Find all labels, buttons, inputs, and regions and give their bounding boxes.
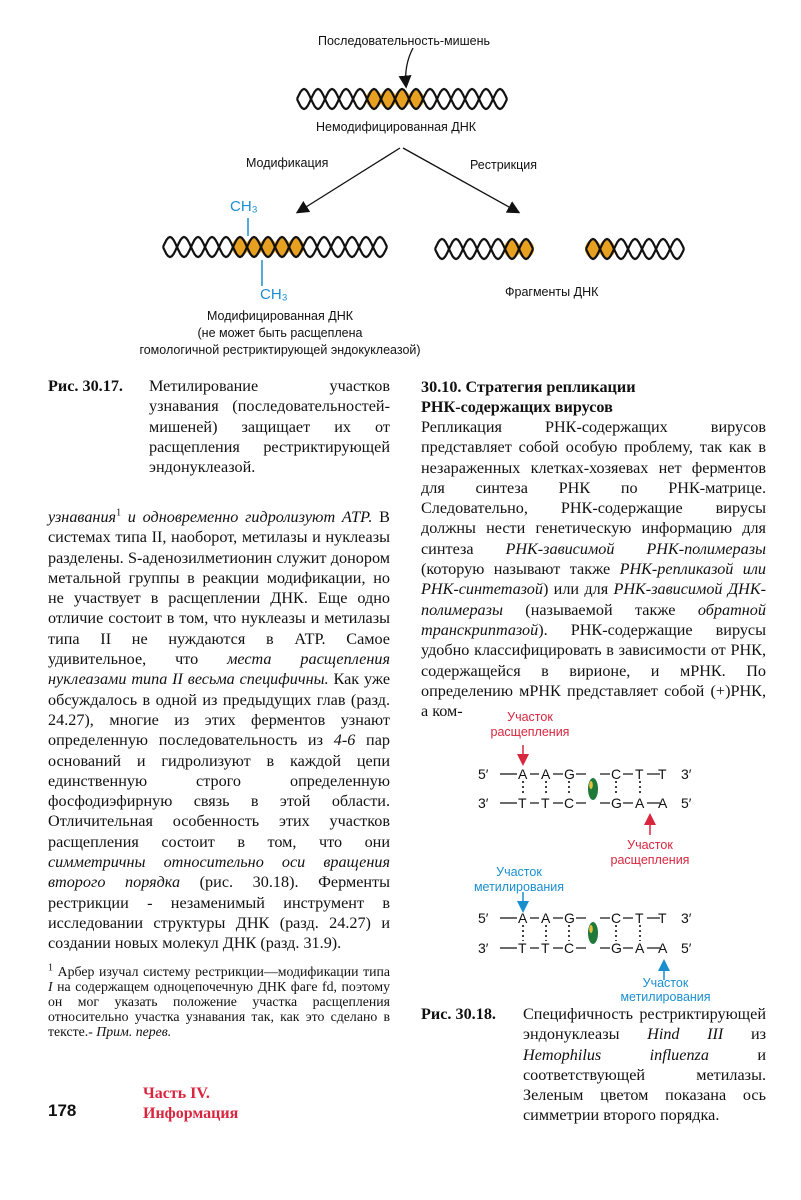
modified-line-2: (не может быть расщеплена [197,326,363,340]
target-site-fill [518,240,534,258]
target-site-fill [380,90,396,108]
target-site-fill [504,240,520,258]
figure-30-17 [0,0,801,365]
figure-30-18: Участок расщепления 5′ A A G C T T 3′ 3′ T T C G A A 5′ Участок расщепления Участок метилирования 5′ A A G C T T 3′ 3′ T T C G A A 5′ Участок метилирования [460,710,730,1000]
caption-30-17 [48,376,390,477]
methylation-label-bottom: Участок метилирования [620,976,711,1004]
caption-30-18 [421,1004,766,1126]
right-column-text [421,417,766,721]
target-site-fill [246,238,262,256]
target-site-fill [232,238,248,256]
caption-text: Метилирование участков узнавания (последовательностей-мишеней) защищает их от расщепления рестриктирующей эндонуклеазой. [149,377,390,477]
modified-dna-caption [120,308,440,359]
caption-label: Рис. 30.18. [421,1005,496,1023]
target-site-fill [260,238,276,256]
left-column-text [48,507,390,954]
caption-text: Специфичность рестриктирующей эндонуклеазы Hind III из Hemophilus influenza и соответствующей метилазы. Зеленым цветом показана ось симметрии второго порядка. [523,1005,767,1125]
heading-line-2: РНК-содержащих вирусов [421,398,613,416]
restriction-label: Рестрикция [470,158,538,172]
caption-label: Рис. 30.17. [48,377,123,395]
target-site-fill [408,90,424,108]
dna-fragment-right [583,236,687,262]
dna-strand [435,239,533,259]
modified-line-1: Модифицированная ДНК [206,309,354,323]
sequence-block-2 [500,892,664,980]
heading-line-1: 30.10. Стратегия репликации [421,378,636,396]
right-paragraph: Репликация РНК-содержащих вирусов представляет собой особую проблему, так как в незараженных клетках-хозяевах нет ферментов для синтеза РНК по РНК-матрице. Следовательно, РНК-содержащие вирусы должны нести генетическую информацию для синтеза РНК-зависимой РНК-полимеразы (которую называют также РНК-репликазой или РНК-синтетазой) или для РНК-зависимой ДНК-полимеразы (называемой также обратной транскриптазой). РНК-содержащие вирусы удобно классифицировать в зависимости от РНК, содержащейся в вирионе, и мРНК. По определению мРНК представляет собой (+)РНК, а ком- [421,418,767,721]
target-site-fill [585,240,601,258]
part-heading: Часть IV. Информация [143,1085,239,1122]
section-heading [421,377,766,417]
modification-label: Модификация [246,156,329,170]
target-sequence-label: Последовательность-мишень [318,34,490,48]
modified-line-3: гомологичной рестриктирующей эндокуклеазой) [139,343,421,357]
dna-strand [586,239,684,259]
cleavage-label-bottom: Участок расщепления [610,838,690,867]
footnote: $^1$ Арбер изучал систему рестрикции—модификации типа I на содержащем одноцепочечную ДНК фаге fd, поэтому он мог указать положение участка расщепления относительно участка узнавания так, как это сделано в тексте.- Прим. перев. [48,962,390,1039]
target-site-fill [366,90,382,108]
dna-strand [163,237,387,257]
unmodified-dna-label: Немодифицированная ДНК [316,120,477,134]
fragments-label: Фрагменты ДНК [505,285,599,299]
ch3-top-label: CH₃ [230,198,258,215]
unmodified-dna-helix [294,86,510,112]
ch3-bottom-label: CH₃ [260,286,288,303]
modified-dna-helix [160,234,390,260]
target-site-fill [288,238,304,256]
left-paragraph: узнавания$^1$ и одновременно гидролизуют АТР. В системах типа II, наоборот, метилазы и нуклеазы разделены. S-аденозилметионин служит донором метальной группы в реакции модификации, но не участвует в расщеплении ДНК. Еще одно отличие состоит в том, что нуклеазы и метилазы типа II не нуждаются в АТР. Самое удивительное, что места расщепления нуклеазами типа II весьма специфичны. Как уже обсуждалось в одной из предыдущих глав (разд. 24.27), многие из этих ферментов узнают определенную последовательность из 4-6 пар оснований и гидролизуют в каждой цепи единственную строго определенную фосфодиэфирную связь в этой области. Отличительная особенность этих участков расщепления состоит в том, что они симметричны относительно оси вращения второго порядка (рис. 30.18). Ферменты рестрикции - незаменимый инструмент в исследовании структуры ДНК (разд. 24.27) и создании новых молекул ДНК (разд. 31.9). [48,507,391,953]
cleavage-label-top: Участок расщепления [490,710,570,739]
page-number: 178 [48,1101,77,1120]
target-site-fill [274,238,290,256]
target-site-fill [599,240,615,258]
target-site-fill [394,90,410,108]
dna-fragment-left [432,236,536,262]
methylation-label-top: Участок метилирования [473,865,565,894]
sequence-block-1 [500,745,660,835]
